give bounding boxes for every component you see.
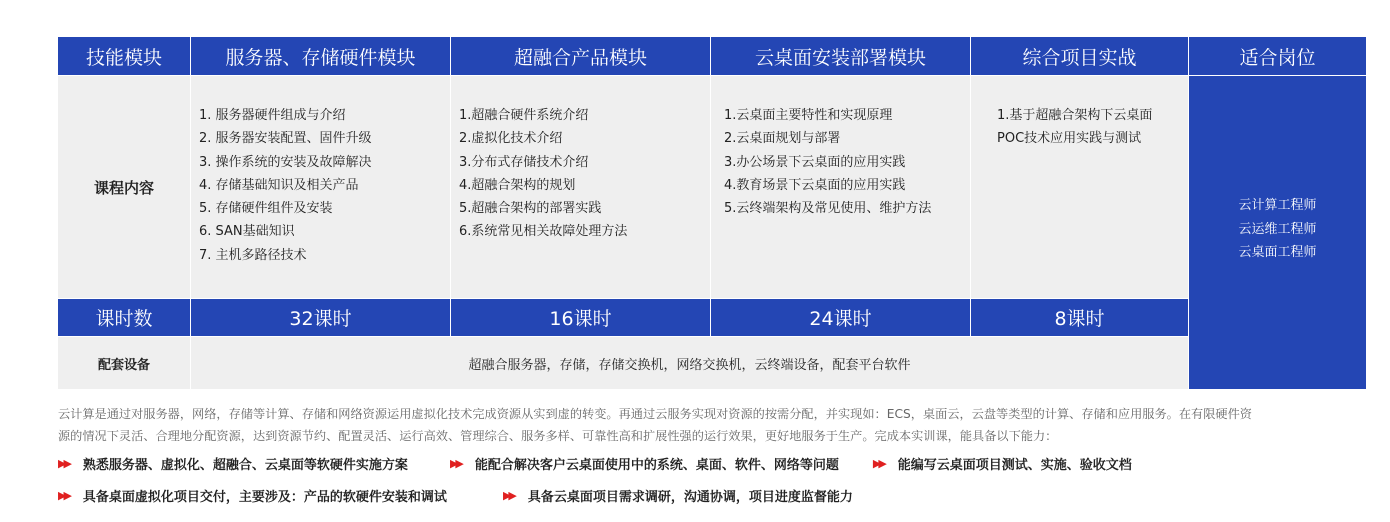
roles-cell [1189, 76, 1367, 390]
module-header-4: 综合项目实战 [971, 37, 1189, 76]
content-item: 5.云终端架构及常见使用、维护方法 [724, 201, 932, 217]
content-cell-4 [971, 76, 1189, 299]
abilities-row-1 [58, 454, 1132, 473]
module-header-1: 服务器、存储硬件模块 [191, 37, 451, 76]
description-line-2: 源的情况下灵活、合理地分配资源，达到资源节约、配置灵活、运行高效、管理综合、服务多样、可靠性高和扩展性强的运行效果，更好地服务于生产。完成本实训课，能具备以下能力： [58, 429, 1058, 443]
equipment-row [58, 337, 1367, 390]
content-item: 1.云桌面主要特性和实现原理 [724, 108, 893, 123]
skill-module-header: 技能模块 [58, 37, 191, 76]
role-item: 云计算工程师 [1238, 198, 1317, 213]
course-table [57, 36, 1367, 390]
content-item: 1.超融合硬件系统介绍 [459, 108, 589, 123]
role-item: 云运维工程师 [1238, 221, 1317, 237]
content-item: 3. 操作系统的安装及故障解决 [199, 154, 372, 170]
hours-label: 课时数 [58, 299, 191, 337]
content-item: POC技术应用实践与测试 [997, 131, 1142, 147]
content-item: 5. 存储硬件组件及安装 [199, 201, 333, 217]
content-item: 1.基于超融合架构下云桌面 [997, 108, 1153, 123]
ability-item: 能配合解决客户云桌面使用中的系统、桌面、软件、网络等问题 [474, 458, 839, 473]
hours-cell-3: 24课时 [711, 299, 971, 337]
equipment-value: 超融合服务器，存储，存储交换机，网络交换机，云终端设备，配套平台软件 [191, 337, 1189, 390]
content-item: 2. 服务器安装配置、固件升级 [199, 131, 372, 147]
double-arrow-icon: ▶▶ [58, 489, 69, 502]
abilities-row-2 [58, 486, 853, 505]
content-item: 3.办公场景下云桌面的应用实践 [724, 154, 906, 170]
content-item: 1. 服务器硬件组成与介绍 [199, 108, 346, 123]
content-row [58, 76, 1367, 299]
description-line-1: 云计算是通过对服务器，网络，存储等计算、存储和网络资源运用虚拟化技术完成资源从实到虚的转变。再通过云服务实现对资源的按需分配，并实现如：ECS，桌面云，云盘等类型的计算、存储和应用服务。在有限硬件资 [58, 407, 1252, 421]
module-header-3: 云桌面安装部署模块 [711, 37, 971, 76]
header-row [58, 37, 1367, 76]
content-item: 5.超融合架构的部署实践 [459, 201, 602, 217]
content-cell-2 [451, 76, 711, 299]
content-item: 4.教育场景下云桌面的应用实践 [724, 177, 906, 193]
double-arrow-icon: ▶▶ [449, 457, 461, 470]
ability-item: 熟悉服务器、虚拟化、超融合、云桌面等软硬件实施方案 [82, 458, 408, 473]
content-item: 7. 主机多路径技术 [199, 247, 307, 263]
hours-cell-4: 8课时 [971, 299, 1189, 337]
hours-row [58, 299, 1367, 337]
content-item: 6. SAN基础知识 [199, 224, 295, 240]
content-item: 2.虚拟化技术介绍 [459, 131, 563, 147]
double-arrow-icon: ▶▶ [872, 457, 884, 470]
content-item: 4. 存储基础知识及相关产品 [199, 177, 359, 193]
course-table-wrapper [57, 36, 1366, 390]
content-item: 4.超融合架构的规划 [459, 177, 576, 193]
equipment-label: 配套设备 [58, 337, 191, 390]
content-cell-1 [191, 76, 451, 299]
ability-item: 具备云桌面项目需求调研，沟通协调，项目进度监督能力 [527, 490, 853, 505]
content-cell-3 [711, 76, 971, 299]
content-item: 2.云桌面规划与部署 [724, 131, 841, 147]
double-arrow-icon: ▶▶ [58, 457, 69, 470]
role-item: 云桌面工程师 [1238, 245, 1317, 260]
content-item: 3.分布式存储技术介绍 [459, 154, 589, 170]
module-header-2: 超融合产品模块 [451, 37, 711, 76]
hours-cell-1: 32课时 [191, 299, 451, 337]
double-arrow-icon: ▶▶ [502, 489, 514, 502]
content-label: 课程内容 [58, 76, 191, 299]
ability-item: 能编写云桌面项目测试、实施、验收文档 [897, 458, 1132, 473]
hours-cell-2: 16课时 [451, 299, 711, 337]
roles-header: 适合岗位 [1189, 37, 1367, 76]
content-item: 6.系统常见相关故障处理方法 [459, 224, 628, 240]
course-description [58, 403, 1368, 447]
ability-item: 具备桌面虚拟化项目交付，主要涉及：产品的软硬件安装和调试 [82, 490, 447, 505]
